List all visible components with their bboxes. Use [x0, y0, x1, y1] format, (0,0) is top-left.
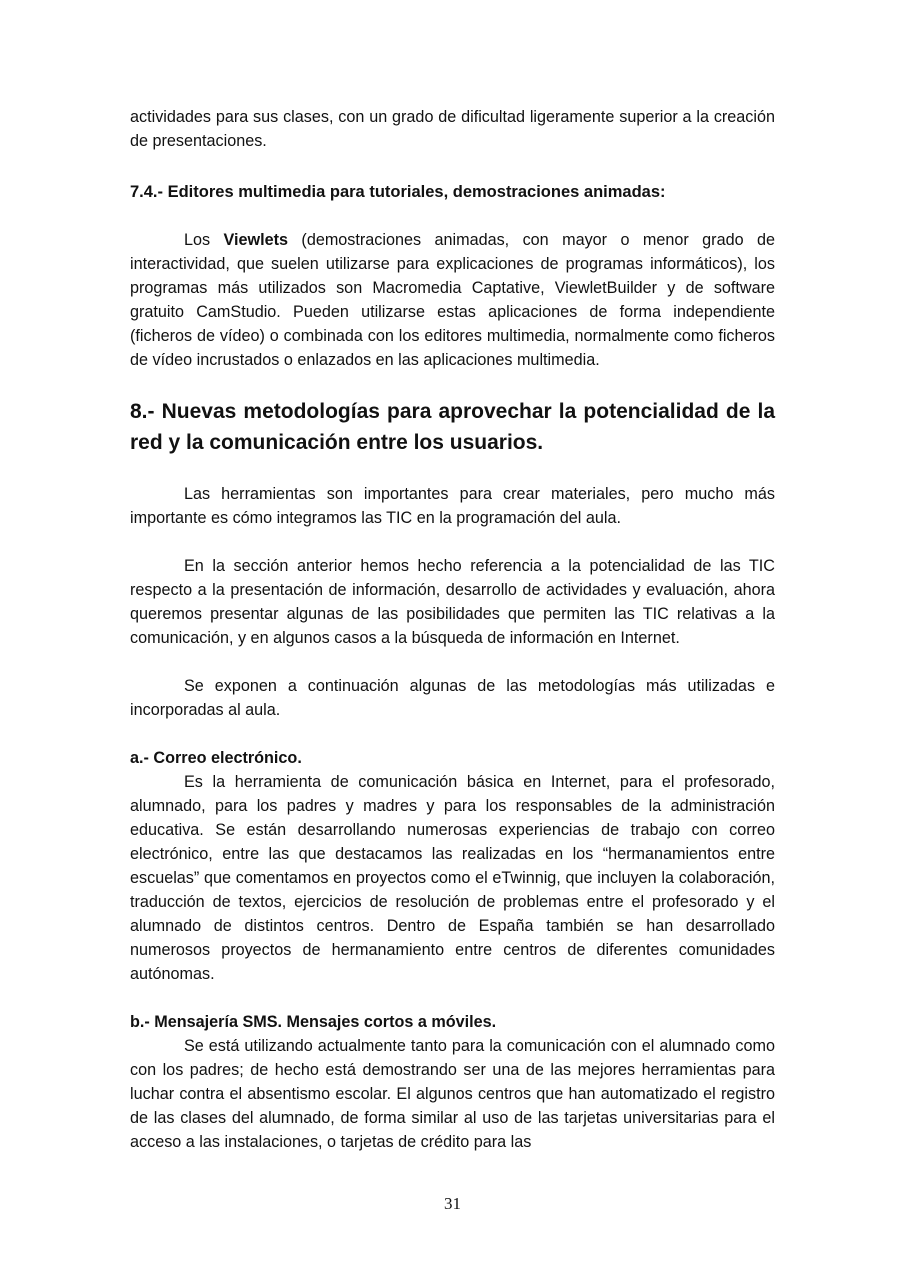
page-body [130, 105, 775, 1154]
paragraph-correo: Es la herramienta de comunicación básica en Internet, para el profesorado, alumnado, para los padres y madres y para los responsables de la administración educativa. Se están desarrollando numerosas experiencias de trabajo con correo electrónico, entre las que destacamos las realizadas en los “hermanamientos entre escuelas” que comentamos en proyectos como el eTwinnig, que incluyen la colaboración, traducción de textos, ejercicios de resolución de problemas entre el profesorado y el alumnado de distintos centros. Dentro de España también se han desarrollado numerosos proyectos de hermanamiento entre centros de diferentes comunidades autónomas. [130, 773, 775, 983]
paragraph-viewlets [130, 228, 775, 372]
section-heading-8: 8.- Nuevas metodologías para aprovechar la potencialidad de la red y la comunicación entre los usuarios. [130, 400, 775, 454]
paragraph-viewlets-lead: Los [184, 231, 224, 249]
paragraph-continuation: actividades para sus clases, con un grado de dificultad ligeramente superior a la creación de presentaciones. [130, 108, 775, 150]
subheading-sms: b.- Mensajería SMS. Mensajes cortos a móviles. [130, 1013, 497, 1031]
viewlets-term: Viewlets [223, 231, 289, 249]
paragraph-herramientas: Las herramientas son importantes para crear materiales, pero mucho más importante es cómo integramos las TIC en la programación del aula. [130, 485, 775, 527]
paragraph-metodologias: Se exponen a continuación algunas de las metodologías más utilizadas e incorporadas al aula. [130, 677, 775, 719]
paragraph-sms: Se está utilizando actualmente tanto para la comunicación con el alumnado como con los padres; de hecho está demostrando ser una de las mejores herramientas para luchar contra el absentismo escolar. El algunos centros que han automatizado el registro de las clases del alumnado, de forma similar al uso de las tarjetas universitarias para el acceso a las instalaciones, o tarjetas de crédito para las [130, 1037, 775, 1151]
subheading-correo: a.- Correo electrónico. [130, 749, 302, 767]
paragraph-viewlets-rest: (demostraciones animadas, con mayor o menor grado de interactividad, que suelen utilizarse para explicaciones de programas informáticos), los programas más utilizados son Macromedia Captative, ViewletBuilder y de software gratuito CamStudio. Pueden utilizarse estas aplicaciones de forma independiente (ficheros de vídeo) o combinada con los editores multimedia, normalmente como ficheros de vídeo incrustados o enlazados en las aplicaciones multimedia. [130, 231, 775, 369]
page-number: 31 [444, 1194, 461, 1213]
paragraph-seccion-anterior: En la sección anterior hemos hecho referencia a la potencialidad de las TIC respecto a la presentación de información, desarrollo de actividades y evaluación, ahora queremos presentar algunas de las posibilidades que permiten las TIC relativas a la comunicación, y en algunos casos a la búsqueda de información en Internet. [130, 557, 775, 647]
section-heading-7-4: 7.4.- Editores multimedia para tutoriales, demostraciones animadas: [130, 183, 666, 201]
